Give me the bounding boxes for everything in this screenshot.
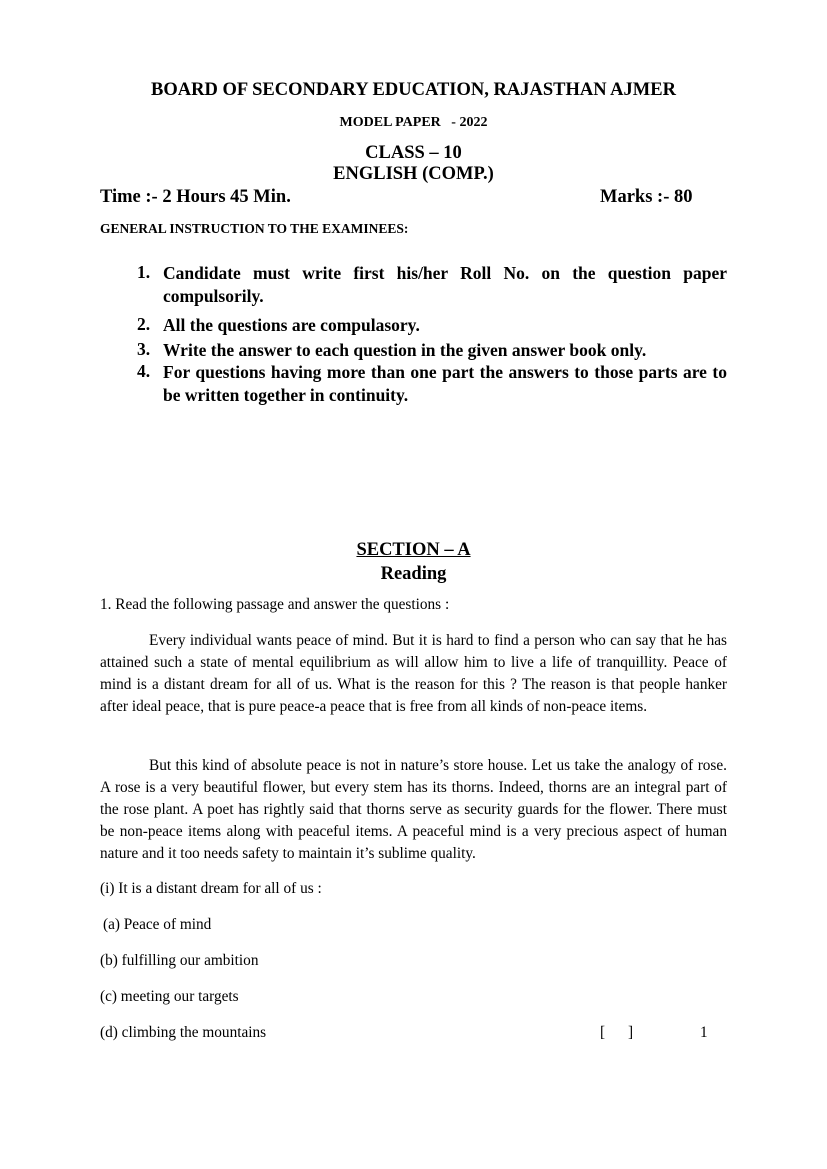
marks-label: Marks :- 80 — [600, 187, 693, 207]
subject-label: ENGLISH (COMP.) — [333, 164, 494, 184]
general-instruction-heading: GENERAL INSTRUCTION TO THE EXAMINEES: — [100, 221, 409, 236]
question-prompt: 1. Read the following passage and answer the questions : — [100, 596, 450, 613]
option-a: (a) Peace of mind — [103, 916, 212, 933]
instruction-text: All the questions are compulasory. — [163, 315, 420, 335]
option-b: (b) fulfilling our ambition — [100, 952, 259, 969]
instruction-item — [137, 314, 727, 337]
instruction-number: 3. — [137, 339, 151, 359]
instruction-item — [137, 361, 727, 407]
section-subtitle: Reading — [380, 564, 447, 584]
passage-paragraph: Every individual wants peace of mind. But it is hard to find a person who can say that he has attained such a state of mental equilibrium as will allow him to live a life of tranquillity. Peace of mind is a distant dream for all of us. What is the reason for this ? The reason is that people hanker after ideal peace, that is pure peace-a peace that is free from all kinds of non-peace items. — [100, 632, 727, 715]
instruction-number: 4. — [137, 361, 151, 381]
option-c: (c) meeting our targets — [100, 988, 239, 1005]
section-title: SECTION – A — [356, 540, 471, 560]
instruction-text: Write the answer to each question in the given answer book only. — [163, 340, 647, 360]
instruction-number: 2. — [137, 314, 151, 334]
model-paper-label: MODEL PAPER - 2022 — [339, 115, 488, 130]
instruction-item — [137, 339, 727, 362]
passage-paragraph: But this kind of absolute peace is not in nature’s store house. Let us take the analogy of rose. A rose is a very beautiful flower, but every stem has its thorns. Indeed, thorns are an integral part of the rose plant. A poet has rightly said that thorns serve as security guards for the flower. There must be non-peace items along with peaceful items. A peaceful mind is a very precious aspect of human nature and it too needs safety to maintain it’s sublime quality. — [100, 757, 727, 862]
time-label: Time :- 2 Hours 45 Min. — [100, 187, 291, 207]
option-d: (d) climbing the mountains — [100, 1024, 267, 1041]
instruction-text: For questions having more than one part the answers to those parts are to be written together in continuity. — [163, 362, 727, 405]
instruction-text: Candidate must write first his/her Roll No. on the question paper compulsorily. — [163, 263, 727, 306]
instruction-item — [137, 262, 727, 308]
instruction-number: 1. — [137, 262, 151, 282]
answer-box[interactable]: [ ] — [600, 1024, 634, 1041]
question-marks: 1 — [700, 1024, 708, 1041]
class-label: CLASS – 10 — [365, 143, 462, 163]
board-title: BOARD OF SECONDARY EDUCATION, RAJASTHAN AJMER — [151, 80, 676, 100]
sub-question: (i) It is a distant dream for all of us : — [100, 880, 322, 897]
